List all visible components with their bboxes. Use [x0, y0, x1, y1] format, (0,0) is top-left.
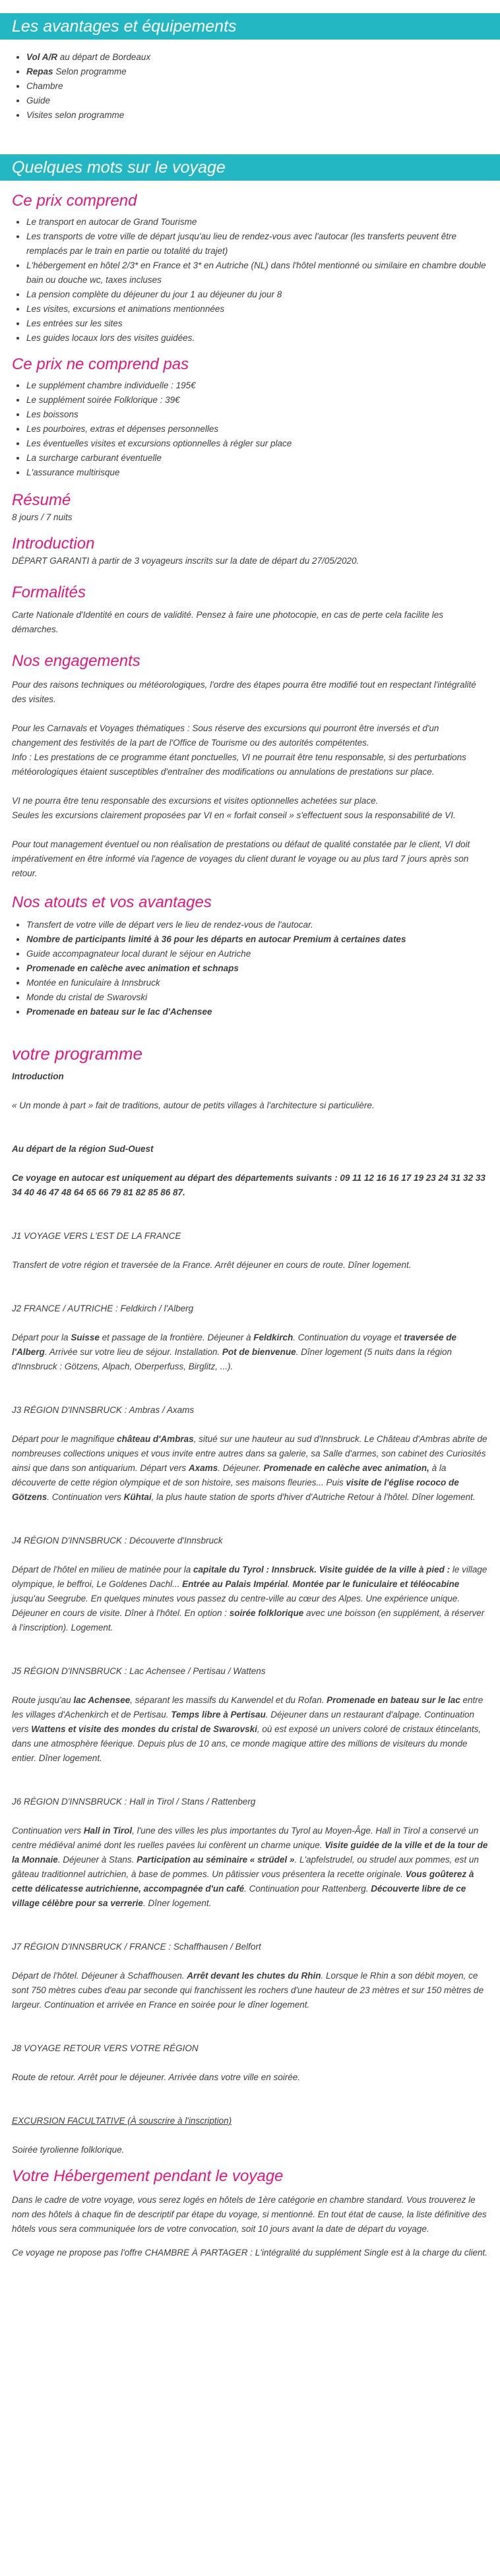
- text-run-bold: visite de l'église rococo de Götzens: [12, 1478, 459, 1502]
- day5-heading: J5 RÉGION D'INNSBRUCK : Lac Achensee / Pertisau / Wattens: [12, 1666, 266, 1676]
- depart-text: Ce voyage en autocar est uniquement au départ des départements suivants : 09 11 12 16 16 17 19 23 24 31 32 33 34 40 46 47 48 64 65 66 79 81 82 85 86 87.: [12, 1173, 485, 1197]
- day2-text: [12, 1331, 488, 1374]
- list-item: [26, 50, 500, 65]
- atouts-title: Nos atouts et vos avantages: [12, 893, 212, 911]
- ne-comprend-title: Ce prix ne comprend pas: [12, 355, 189, 373]
- text-run-bold: Axams: [188, 1463, 218, 1473]
- list-item: • Promenade en bateau sur le lac d'Achensee: [26, 1005, 500, 1019]
- hebergement-p1: Dans le cadre de votre voyage, vous serez logés en hôtels de 1ère catégorie en chambre standard. Vous trouverez le nom des hôtels à chaque fin de descriptif par étape du voyage, si mentionné. En tout état de cause, la liste définitive des hôtels vous sera communiquée lors de votre convocation, soit 10 jours avant la date de départ du voyage.: [12, 2195, 487, 2234]
- text-run-bold: capitale du Tyrol : Innsbruck. Visite guidée de la ville à pied :: [193, 1565, 451, 1574]
- list-item: • Les pourboires, extras et dépenses personnelles: [26, 422, 500, 436]
- avantage-text: Visites selon programme: [26, 110, 125, 120]
- engagements-p2b: Info : Les prestations de ce programme étant ponctuelles, VI ne pourrait être tenu responsable, si des perturbations météorologiques étaient susceptibles d'entraîner des modifications ou annulations de prestations sur place.: [12, 752, 466, 777]
- day3-heading: J3 RÉGION D'INNSBRUCK : Ambras / Axams: [12, 1405, 195, 1415]
- comprend-list: [0, 215, 500, 345]
- text-run: . Déjeuner.: [218, 1463, 264, 1473]
- intro-text: DÉPART GARANTI à partir de 3 voyageurs inscrits sur la date de départ du 27/05/2020.: [12, 556, 359, 566]
- programme-intro-heading: Introduction: [12, 1071, 64, 1081]
- quelques-band-title: Quelques mots sur le voyage: [0, 154, 500, 181]
- text-run-bold: château d'Ambras: [117, 1434, 194, 1444]
- hebergement-p2: Ce voyage ne propose pas l'offre CHAMBRE À PARTAGER : L'intégralité du supplément Single est à la charge du client.: [12, 2248, 488, 2258]
- text-run: , la plus haute station de sports d'hiver d'Autriche Retour à l'hôtel. Dîner logement.: [151, 1492, 476, 1502]
- text-run-bold: Pot de bienvenue: [222, 1347, 296, 1357]
- list-item: • L'assurance multirisque: [26, 465, 500, 480]
- excursion-text: Soirée tyrolienne folklorique.: [12, 2145, 125, 2155]
- list-item: • Les visites, excursions et animations mentionnées: [26, 302, 500, 316]
- day1-heading: J1 VOYAGE VERS L'EST DE LA FRANCE: [12, 1231, 181, 1241]
- text-run: , séparant les massifs du Karwendel et du Rofan.: [130, 1695, 327, 1705]
- resume-text: 8 jours / 7 nuits: [12, 512, 73, 522]
- text-run: Continuation vers: [12, 1826, 84, 1836]
- text-run: Route jusqu'au: [12, 1695, 74, 1705]
- list-item: • Le supplément soirée Folklorique : 39€: [26, 393, 500, 407]
- text-run-bold: Découverte libre de ce village célèbre pour sa verrerie: [12, 1884, 466, 1908]
- text-run-bold: Temps libre à Pertisau: [171, 1710, 266, 1720]
- programme-intro-text: « Un monde à part » fait de traditions, autour de petits villages à l'architecture si particulière.: [12, 1100, 375, 1110]
- text-run: . Continuation du voyage et: [293, 1333, 404, 1342]
- text-run-bold: Montée par le funiculaire et téléocabine: [292, 1579, 460, 1589]
- ne-comprend-list: [0, 378, 500, 480]
- day8-text: Route de retour. Arrêt pour le déjeuner. Arrivée dans votre ville en soirée.: [12, 2072, 300, 2082]
- text-run: , où est exposé un univers coloré de cristaux étincelants, dans une atmosphère féerique. Depuis plus de 10 ans, ce monde magique attire des millions de visiteurs du monde entier. Dîner logement.: [12, 1724, 482, 1763]
- text-run-bold: Kühtai: [123, 1492, 152, 1502]
- text-run: . Continuation pour Rattenberg.: [244, 1884, 371, 1894]
- day1-text: Transfert de votre région et traversée de la France. Arrêt déjeuner en cours de route. Dîner logement.: [12, 1260, 412, 1270]
- text-run-bold: Feldkirch: [253, 1333, 294, 1342]
- text-run: . Arrivée sur votre lieu de séjour. Installation.: [44, 1347, 222, 1357]
- list-item: • Les éventuelles visites et excursions optionnelles à régler sur place: [26, 436, 500, 451]
- intro-title: Introduction: [12, 535, 95, 553]
- text-run-bold: Promenade en calèche avec animation,: [263, 1463, 429, 1473]
- list-item: • Monde du cristal de Swarovski: [26, 990, 500, 1005]
- text-run: .: [287, 1579, 293, 1589]
- comprend-title: Ce prix comprend: [12, 192, 137, 210]
- text-run-bold: traversée de l'Alberg: [12, 1333, 456, 1357]
- list-item: [26, 79, 500, 94]
- text-run: . Déjeuner dans un restaurant d'alpage. Continuation vers: [12, 1710, 475, 1734]
- hebergement-title: Votre Hébergement pendant le voyage: [12, 2167, 284, 2185]
- list-item: • L'hébergement en hôtel 2/3* en France et 3* en Autriche (NL) dans l'hôtel mentionné ou similaire en chambre double bain ou douche wc, taxes incluses: [26, 258, 500, 287]
- day3-text: [12, 1432, 488, 1505]
- atouts-list: [0, 918, 500, 1019]
- text-run: . L'apfelstrudel, ou strudel aux pommes, est un gâteau traditionnel autrichien, à base de pommes. Un pâtissier vous présentera la recette originale.: [12, 1855, 479, 1879]
- list-item: • Guide accompagnateur local durant le séjour en Autriche: [26, 947, 500, 961]
- day6-heading: J6 RÉGION D'INNSBRUCK : Hall in Tirol / Stans / Rattenberg: [12, 1797, 256, 1807]
- engagements-title: Nos engagements: [12, 652, 141, 670]
- avantage-text: Selon programme: [53, 67, 127, 76]
- text-run: . Lorsque le Rhin a son débit moyen, ce sont 750 mètres cubes d'eau par seconde qui franchissent les rochers d'une hauteur de 23 mètres et sur 150 mètres de largeur. Continuation et arrivée en France en soirée pour le dîner logement.: [12, 1971, 484, 2010]
- text-run: Départ de l'hôtel. Déjeuner à Schaffhousen.: [12, 1971, 187, 1981]
- engagements-p1: Pour des raisons techniques ou météorologiques, l'ordre des étapes pourra être modifié tout en respectant l'intégralité des visites.: [12, 680, 476, 704]
- avantage-bold: Repas: [26, 67, 53, 76]
- text-run-bold: Arrêt devant les chutes du Rhin: [187, 1971, 321, 1981]
- text-run-bold: Vous goûterez à cette délicatesse autrichienne, accompagnée d'un café: [12, 1869, 474, 1894]
- text-run-bold: Wattens et visite des mondes du cristal de Swarovski: [31, 1724, 257, 1734]
- text-run-bold: Promenade en bateau sur le lac: [327, 1695, 460, 1705]
- excursion-heading: EXCURSION FACULTATIVE (À souscrire à l'inscription): [12, 2116, 232, 2126]
- engagements-p3b: Seules les excursions clairement proposées par VI en « forfait conseil » s'effectuent sous la responsabilité de VI.: [12, 810, 456, 820]
- list-item: • Le transport en autocar de Grand Tourisme: [26, 215, 500, 229]
- text-run-bold: Suisse: [71, 1333, 100, 1342]
- list-item: • Les boissons: [26, 407, 500, 422]
- list-item: • La pension complète du déjeuner du jour 1 au déjeuner du jour 8: [26, 287, 500, 302]
- avantages-list: [0, 50, 500, 123]
- text-run: Départ pour la: [12, 1333, 71, 1342]
- formalites-text: Carte Nationale d'Identité en cours de validité. Pensez à faire une photocopie, en cas de perte cela facilite les démarches.: [12, 610, 443, 634]
- list-item: • Nombre de participants limité à 36 pour les départs en autocar Premium à certaines dates: [26, 932, 500, 947]
- day2-heading: J2 FRANCE / AUTRICHE : Feldkirch / l'Alberg: [12, 1303, 194, 1313]
- day5-text: [12, 1693, 488, 1766]
- day6-text: [12, 1824, 488, 1911]
- programme-title: votre programme: [12, 1044, 142, 1063]
- text-run: et passage de la frontière. Déjeuner à: [99, 1333, 254, 1342]
- list-item: • Promenade en calèche avec animation et schnaps: [26, 961, 500, 976]
- text-run: . Dîner logement (5 nuits dans la région d'Innsbruck : Götzens, Alpach, Oberperfuss, Birglitz, ...).: [12, 1347, 453, 1371]
- text-run: avec une boisson (en supplément, à réserver à l'inscription). Logement.: [12, 1608, 485, 1632]
- day7-heading: J7 RÉGION D'INNSBRUCK / FRANCE : Schaffhausen / Belfort: [12, 1942, 261, 1952]
- text-run: à la découverte de cette région olympique et de son histoire, ses maisons fleuries... Puis: [12, 1463, 447, 1487]
- day8-heading: J8 VOYAGE RETOUR VERS VOTRE RÉGION: [12, 2043, 199, 2053]
- text-run: , l'une des villes les plus importantes du Tyrol au Moyen-Âge. Hall in Tirol a conservé un centre médiéval animé dont les ruelles pavées lui confèrent un charme unique.: [12, 1826, 479, 1850]
- list-item: • Les entrées sur les sites: [26, 316, 500, 331]
- text-run: . Continuation vers: [47, 1492, 124, 1502]
- avantage-text: Chambre: [26, 81, 63, 91]
- list-item: • Les guides locaux lors des visites guidées.: [26, 331, 500, 345]
- text-run: . Dîner logement.: [142, 1898, 212, 1908]
- day4-heading: J4 RÉGION D'INNSBRUCK : Découverte d'Innsbruck: [12, 1536, 223, 1545]
- list-item: • Montée en funiculaire à Innsbruck: [26, 976, 500, 990]
- list-item: • Le supplément chambre individuelle : 195€: [26, 378, 500, 393]
- list-item: • Transfert de votre ville de départ vers le lieu de rendez-vous de l'autocar.: [26, 918, 500, 932]
- text-run: entre les villages d'Achenkirch et de Pertisau.: [12, 1695, 484, 1720]
- text-run: jusqu'au Seegrube. En quelques minutes vous passez du centre-ville au cœur des Alpes. Une expérience unique. Déjeuner en cours de visite. Dîner à l'hôtel. En option :: [12, 1594, 460, 1618]
- day4-text: [12, 1563, 488, 1635]
- list-item: [26, 94, 500, 108]
- engagements-p4: Pour tout management éventuel ou non réalisation de prestations ou défaut de qualité constatée par le client, VI doit impérativement en être informé via l'agence de voyages du client durant le voyage ou au plus tard 7 jours après son retour.: [12, 839, 470, 878]
- text-run: , situé sur une hauteur au sud d'Innsbruck. Le Château d'Ambras abrite de nombreuses collections uniques et vous invite entre autres dans sa galerie, sa Salle d'armes, son cabinet des Curiosités ainsi que dans son antiquarium. Départ vers: [12, 1434, 487, 1473]
- engagements-p3a: VI ne pourra être tenu responsable des excursions et visites optionnelles achetées sur place.: [12, 796, 379, 806]
- day7-text: [12, 1969, 488, 2012]
- list-item: • Les transports de votre ville de départ jusqu'au lieu de rendez-vous avec l'autocar (les transferts peuvent être remplacés par le train en partie ou totalité du trajet): [26, 229, 500, 258]
- text-run-bold: Visite guidée de la ville et de la tour de la Monnaie: [12, 1840, 488, 1865]
- text-run-bold: Entrée au Palais Impérial: [182, 1579, 288, 1589]
- text-run: Départ de l'hôtel en milieu de matinée pour la: [12, 1565, 193, 1574]
- depart-heading: Au départ de la région Sud-Ouest: [12, 1144, 154, 1154]
- list-item: • La surcharge carburant éventuelle: [26, 451, 500, 465]
- text-run: le village olympique, le beffroi, Le Goldenes Dachl...: [12, 1565, 487, 1589]
- avantage-text: au départ de Bordeaux: [57, 52, 151, 62]
- text-run-bold: lac Achensee: [73, 1695, 131, 1705]
- text-run-bold: Hall in Tirol: [83, 1826, 133, 1836]
- list-item: [26, 65, 500, 79]
- avantages-band-title: Les avantages et équipements: [0, 13, 500, 40]
- text-run: . Déjeuner à Stans.: [57, 1855, 137, 1865]
- resume-title: Résumé: [12, 491, 71, 509]
- engagements-p2a: Pour les Carnavals et Voyages thématiques : Sous réserve des excursions qui pourront être inversés et d'un changement des festivités de la part de l'Office de Tourisme ou des autorités compétentes.: [12, 723, 439, 748]
- text-run: Départ pour le magnifique: [12, 1434, 117, 1444]
- list-item: [26, 108, 500, 123]
- avantage-bold: Vol A/R: [26, 52, 57, 62]
- formalites-title: Formalités: [12, 584, 86, 601]
- text-run-bold: soirée folklorique: [229, 1608, 304, 1618]
- text-run-bold: Participation au séminaire « strüdel »: [137, 1855, 295, 1865]
- avantage-text: Guide: [26, 96, 51, 105]
